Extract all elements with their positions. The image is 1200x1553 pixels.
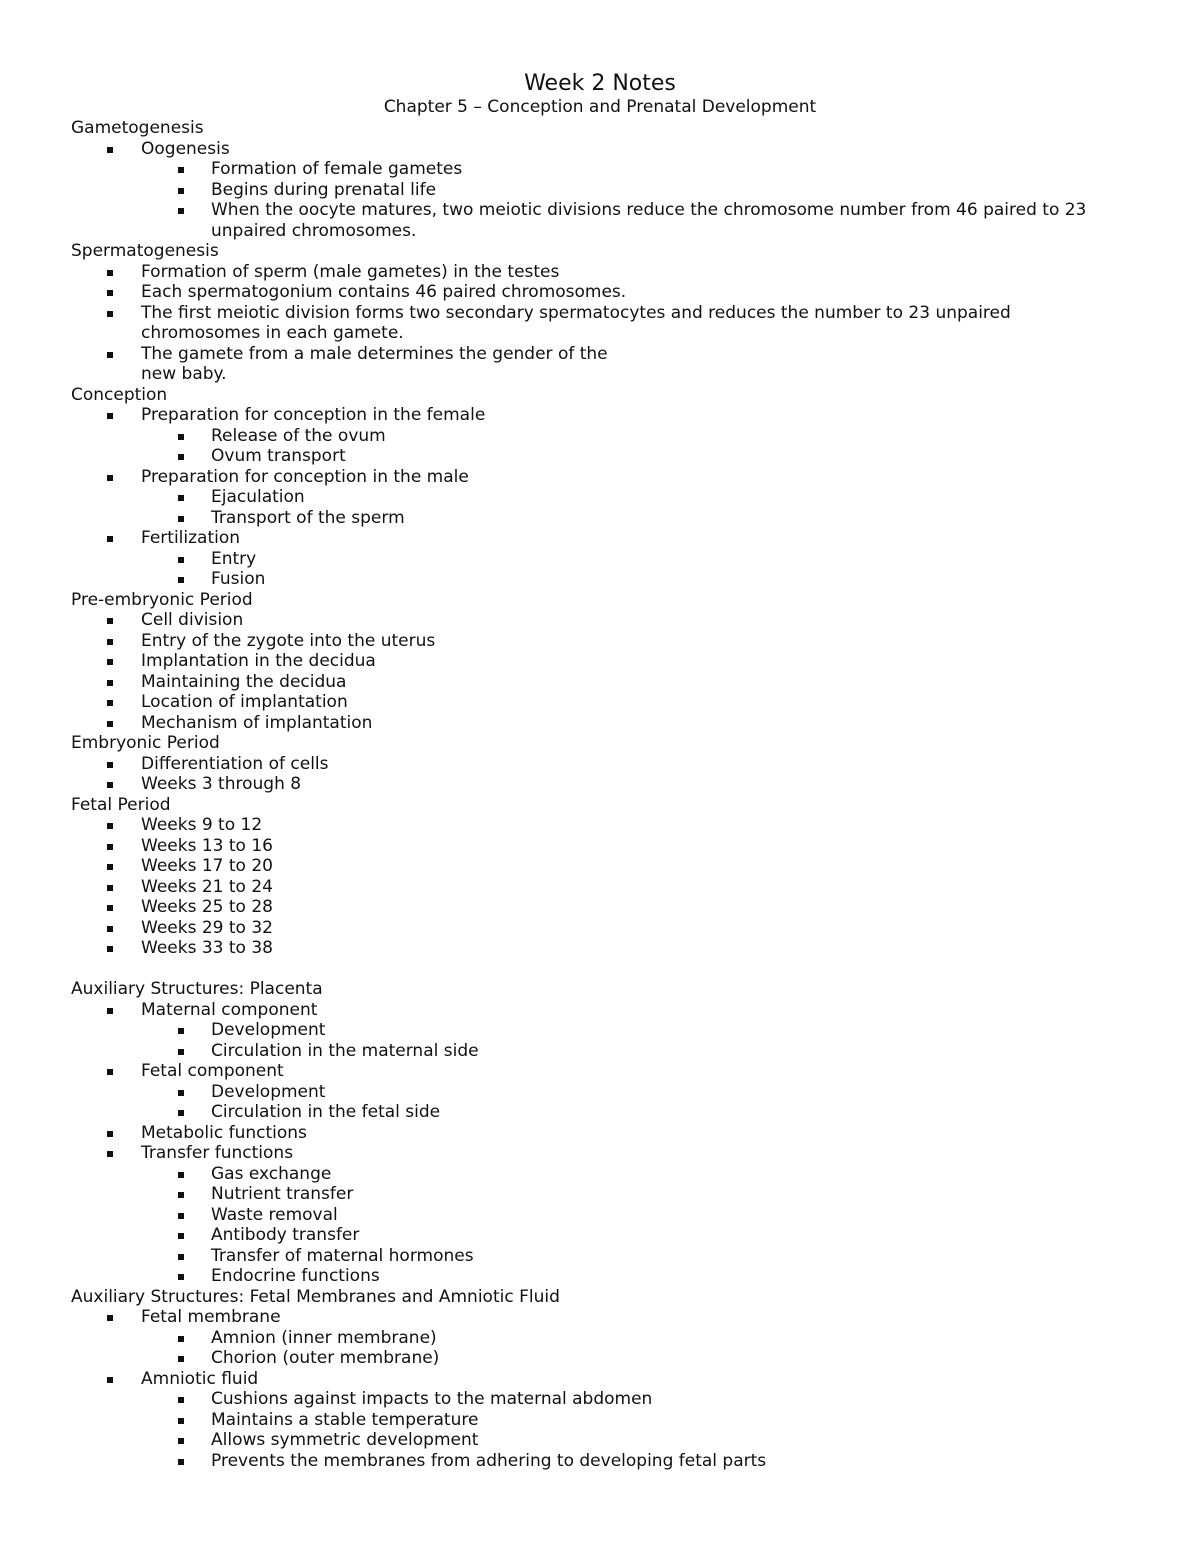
line-text: Transport of the sperm — [211, 507, 405, 528]
line-text: Weeks 9 to 12 — [141, 815, 263, 835]
line-text: Implantation in the decidua — [141, 651, 376, 671]
notes-outline — [0, 118, 1200, 1471]
line-text: Fetal membrane — [141, 1307, 281, 1327]
square-bullet-icon — [107, 1008, 113, 1014]
line-text: Fusion — [211, 569, 266, 589]
line-text: Transfer of maternal hormones — [211, 1245, 474, 1266]
line-text: Embryonic Period — [71, 733, 220, 753]
square-bullet-icon — [178, 577, 184, 583]
bullet-item — [0, 1061, 1200, 1082]
line-text: Antibody transfer — [211, 1225, 360, 1245]
bullet-item — [0, 672, 1200, 693]
line-text: Spermatogenesis — [71, 241, 219, 261]
line-text: Weeks 17 to 20 — [141, 856, 273, 876]
sub-bullet-item — [0, 1430, 1200, 1451]
line-text: Maternal component — [141, 999, 318, 1020]
square-bullet-icon — [178, 167, 184, 173]
square-bullet-icon — [107, 905, 113, 911]
square-bullet-icon — [107, 926, 113, 932]
line-text: When the oocyte matures, two meiotic divisions reduce the chromosome number from 46 paired to 23 — [211, 200, 1087, 220]
line-text: Preparation for conception in the female — [141, 405, 486, 425]
line-text: new baby. — [141, 364, 227, 384]
section-heading — [0, 733, 1200, 754]
bullet-item — [0, 897, 1200, 918]
line-text: Entry — [211, 548, 257, 569]
sub-bullet-item — [0, 426, 1200, 447]
square-bullet-icon — [107, 536, 113, 542]
line-text: Cell division — [141, 610, 244, 630]
sub-bullet-item — [0, 1451, 1200, 1472]
sub-bullet-item — [0, 180, 1200, 201]
square-bullet-icon — [107, 1151, 113, 1157]
line-text: Metabolic functions — [141, 1122, 307, 1143]
sub-bullet-item — [0, 1328, 1200, 1349]
bullet-item — [0, 754, 1200, 775]
square-bullet-icon — [107, 844, 113, 850]
square-bullet-icon — [178, 188, 184, 194]
square-bullet-icon — [178, 1090, 184, 1096]
sub-bullet-item — [0, 1389, 1200, 1410]
bullet-item — [0, 836, 1200, 857]
line-text: The first meiotic division forms two secondary spermatocytes and reduces the number to 23 unpaired — [141, 302, 1011, 323]
bullet-continuation — [0, 364, 1200, 385]
line-text: Ovum transport — [211, 446, 346, 466]
line-text: Weeks 21 to 24 — [141, 876, 273, 897]
section-heading — [0, 385, 1200, 406]
sub-bullet-item — [0, 1102, 1200, 1123]
line-text: Gas exchange — [211, 1163, 332, 1184]
section-heading — [0, 795, 1200, 816]
square-bullet-icon — [178, 1192, 184, 1198]
square-bullet-icon — [107, 762, 113, 768]
square-bullet-icon — [107, 1131, 113, 1137]
line-text: Mechanism of implantation — [141, 712, 373, 733]
line-text: Auxiliary Structures: Placenta — [71, 979, 323, 999]
square-bullet-icon — [107, 823, 113, 829]
line-text: Transfer functions — [141, 1143, 294, 1163]
sub-bullet-item — [0, 1348, 1200, 1369]
square-bullet-icon — [107, 1069, 113, 1075]
bullet-item — [0, 344, 1200, 365]
sub-bullet-item — [0, 1184, 1200, 1205]
bullet-item — [0, 1307, 1200, 1328]
bullet-item — [0, 938, 1200, 959]
sub-bullet-item — [0, 1246, 1200, 1267]
bullet-item — [0, 262, 1200, 283]
sub-bullet-item — [0, 159, 1200, 180]
line-text: Fetal component — [141, 1061, 284, 1081]
line-text: Chorion (outer membrane) — [211, 1348, 440, 1368]
square-bullet-icon — [178, 1213, 184, 1219]
line-text: Amniotic fluid — [141, 1368, 259, 1389]
line-text: Nutrient transfer — [211, 1184, 354, 1204]
line-text: Formation of sperm (male gametes) in the testes — [141, 261, 560, 282]
bullet-item — [0, 631, 1200, 652]
line-text: Fetal Period — [71, 794, 171, 815]
sub-bullet-item — [0, 1225, 1200, 1246]
square-bullet-icon — [107, 475, 113, 481]
line-text: Cushions against impacts to the maternal abdomen — [211, 1389, 653, 1409]
square-bullet-icon — [107, 311, 113, 317]
bullet-continuation — [0, 323, 1200, 344]
line-text: Endocrine functions — [211, 1266, 380, 1286]
square-bullet-icon — [107, 680, 113, 686]
line-text: Conception — [71, 384, 168, 405]
line-text: Weeks 3 through 8 — [141, 774, 302, 794]
square-bullet-icon — [178, 454, 184, 460]
square-bullet-icon — [107, 413, 113, 419]
square-bullet-icon — [107, 659, 113, 665]
line-text: Circulation in the maternal side — [211, 1040, 479, 1061]
square-bullet-icon — [178, 1459, 184, 1465]
square-bullet-icon — [107, 639, 113, 645]
sub-bullet-item — [0, 1164, 1200, 1185]
bullet-item — [0, 528, 1200, 549]
square-bullet-icon — [178, 516, 184, 522]
section-heading — [0, 118, 1200, 139]
document-title: Week 2 Notes — [524, 71, 676, 96]
line-text: Fertilization — [141, 528, 241, 548]
line-text: Release of the ovum — [211, 425, 386, 446]
square-bullet-icon — [178, 1028, 184, 1034]
square-bullet-icon — [178, 1274, 184, 1280]
bullet-item — [0, 1123, 1200, 1144]
sub-bullet-item — [0, 1082, 1200, 1103]
line-text: Begins during prenatal life — [211, 179, 437, 200]
square-bullet-icon — [178, 1438, 184, 1444]
line-text: Weeks 25 to 28 — [141, 897, 273, 917]
square-bullet-icon — [178, 1172, 184, 1178]
square-bullet-icon — [178, 1356, 184, 1362]
square-bullet-icon — [107, 946, 113, 952]
line-text: Ejaculation — [211, 487, 305, 507]
bullet-item — [0, 610, 1200, 631]
sub-bullet-item — [0, 549, 1200, 570]
line-text: Preparation for conception in the male — [141, 466, 469, 487]
bullet-item — [0, 856, 1200, 877]
square-bullet-icon — [107, 290, 113, 296]
bullet-item — [0, 1143, 1200, 1164]
line-text: Location of implantation — [141, 692, 348, 712]
sub-bullet-continuation — [0, 221, 1200, 242]
line-text: Maintaining the decidua — [141, 671, 347, 692]
square-bullet-icon — [178, 495, 184, 501]
line-text: Prevents the membranes from adhering to developing fetal parts — [211, 1450, 767, 1471]
line-text: Formation of female gametes — [211, 159, 463, 179]
sub-bullet-item — [0, 1205, 1200, 1226]
line-text: Gametogenesis — [71, 118, 204, 138]
square-bullet-icon — [107, 618, 113, 624]
line-text: Entry of the zygote into the uterus — [141, 630, 436, 651]
bullet-item — [0, 774, 1200, 795]
square-bullet-icon — [107, 1315, 113, 1321]
line-text: Auxiliary Structures: Fetal Membranes and Amniotic Fluid — [71, 1286, 560, 1307]
sub-bullet-item — [0, 200, 1200, 221]
bullet-item — [0, 139, 1200, 160]
line-text: The gamete from a male determines the gender of the — [141, 343, 608, 364]
line-text: Amnion (inner membrane) — [211, 1327, 437, 1348]
line-text: Weeks 29 to 32 — [141, 917, 273, 938]
square-bullet-icon — [107, 352, 113, 358]
bullet-item — [0, 467, 1200, 488]
sub-bullet-item — [0, 1266, 1200, 1287]
square-bullet-icon — [178, 1233, 184, 1239]
bullet-item — [0, 303, 1200, 324]
square-bullet-icon — [178, 1418, 184, 1424]
line-text: Pre-embryonic Period — [71, 589, 253, 610]
line-text: Weeks 13 to 16 — [141, 835, 273, 856]
square-bullet-icon — [178, 434, 184, 440]
square-bullet-icon — [107, 270, 113, 276]
bullet-item — [0, 877, 1200, 898]
section-heading — [0, 979, 1200, 1000]
square-bullet-icon — [107, 147, 113, 153]
section-heading — [0, 241, 1200, 262]
square-bullet-icon — [178, 1049, 184, 1055]
bullet-item — [0, 1000, 1200, 1021]
bullet-item — [0, 282, 1200, 303]
bullet-item — [0, 918, 1200, 939]
square-bullet-icon — [107, 1377, 113, 1383]
bullet-item — [0, 651, 1200, 672]
square-bullet-icon — [178, 1110, 184, 1116]
bullet-item — [0, 815, 1200, 836]
square-bullet-icon — [178, 1254, 184, 1260]
square-bullet-icon — [178, 1336, 184, 1342]
line-text: Weeks 33 to 38 — [141, 938, 273, 958]
square-bullet-icon — [178, 557, 184, 563]
square-bullet-icon — [107, 700, 113, 706]
square-bullet-icon — [178, 1397, 184, 1403]
line-text: Maintains a stable temperature — [211, 1409, 479, 1430]
square-bullet-icon — [178, 208, 184, 214]
line-text: Oogenesis — [141, 138, 230, 159]
line-text: Development — [211, 1020, 326, 1040]
line-text: Allows symmetric development — [211, 1430, 479, 1450]
document-subtitle: Chapter 5 – Conception and Prenatal Development — [383, 97, 817, 117]
bullet-item — [0, 405, 1200, 426]
sub-bullet-item — [0, 1041, 1200, 1062]
sub-bullet-item — [0, 487, 1200, 508]
sub-bullet-item — [0, 1410, 1200, 1431]
bullet-item — [0, 1369, 1200, 1390]
line-text: Waste removal — [211, 1204, 338, 1225]
line-text: Development — [211, 1081, 326, 1102]
square-bullet-icon — [107, 721, 113, 727]
sub-bullet-item — [0, 569, 1200, 590]
blank-line — [0, 959, 1200, 980]
line-text: unpaired chromosomes. — [211, 220, 417, 241]
square-bullet-icon — [107, 885, 113, 891]
line-text: Differentiation of cells — [141, 753, 329, 774]
square-bullet-icon — [107, 864, 113, 870]
sub-bullet-item — [0, 508, 1200, 529]
section-heading — [0, 590, 1200, 611]
square-bullet-icon — [107, 782, 113, 788]
sub-bullet-item — [0, 1020, 1200, 1041]
bullet-item — [0, 692, 1200, 713]
line-text: chromosomes in each gamete. — [141, 323, 404, 343]
line-text: Circulation in the fetal side — [211, 1102, 441, 1122]
section-heading — [0, 1287, 1200, 1308]
sub-bullet-item — [0, 446, 1200, 467]
bullet-item — [0, 713, 1200, 734]
line-text: Each spermatogonium contains 46 paired chromosomes. — [141, 282, 627, 302]
